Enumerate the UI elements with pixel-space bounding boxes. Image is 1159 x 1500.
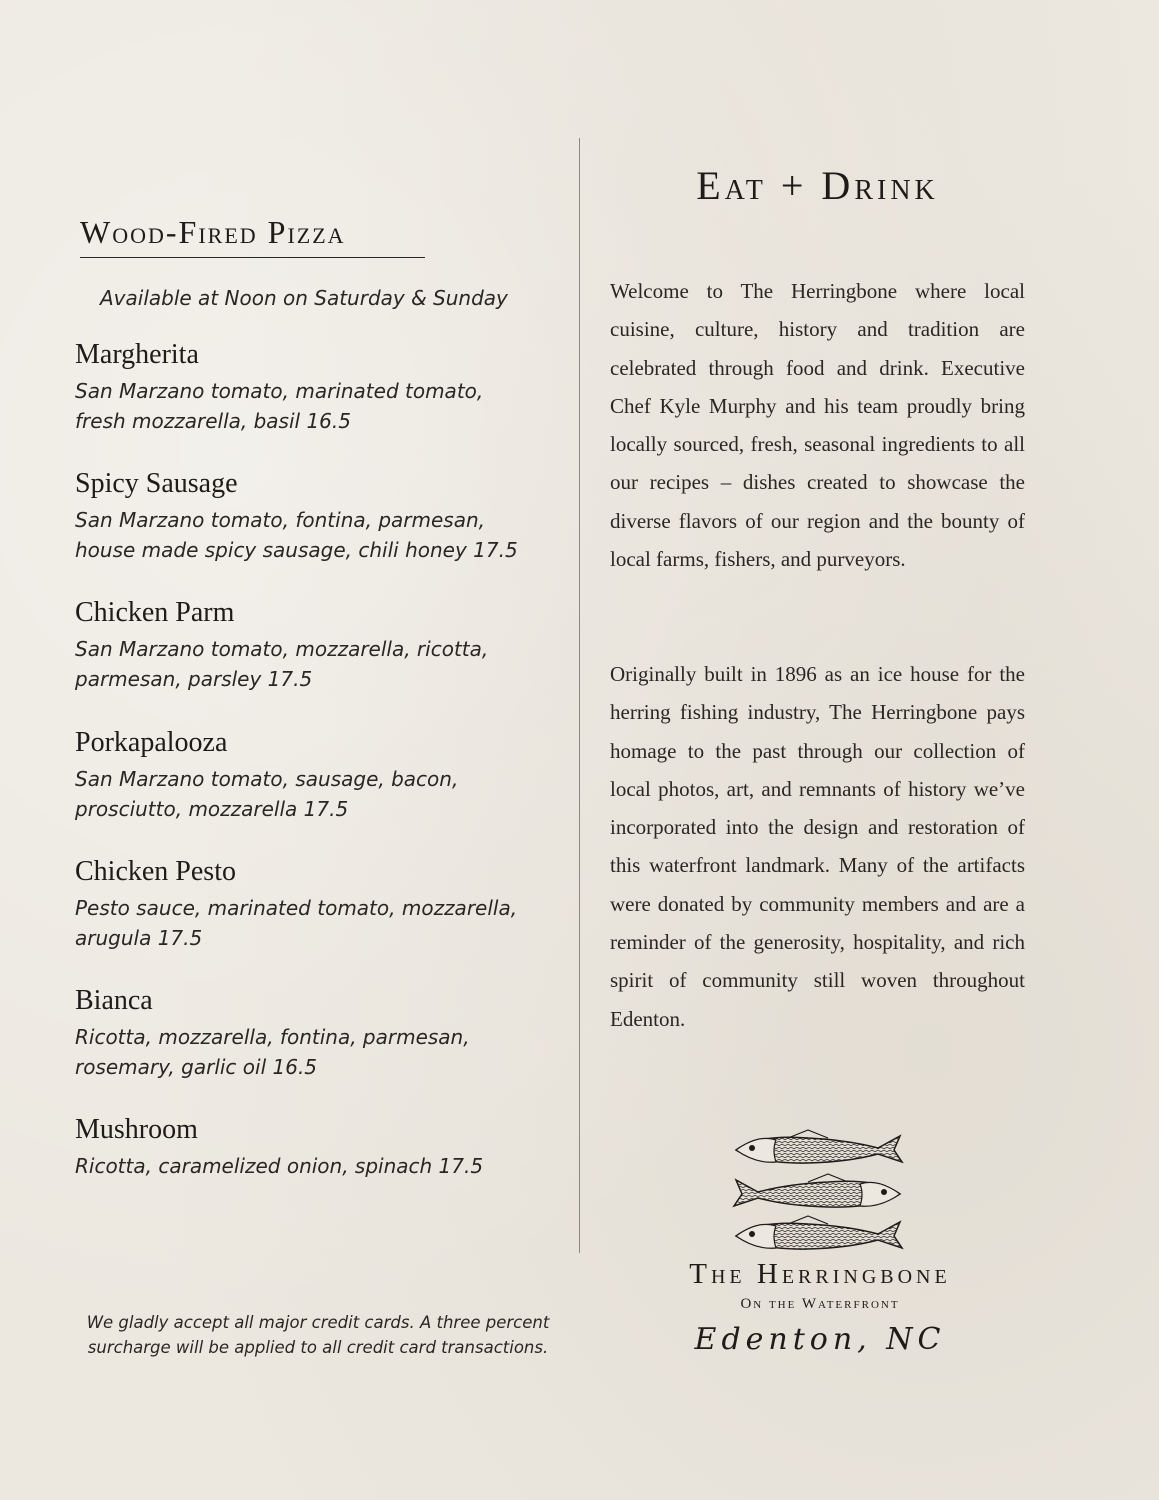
menu-item-name: Mushroom: [75, 1114, 198, 1145]
menu-item-mushroom: [75, 1113, 555, 1181]
brand-location: Edenton, NC: [694, 1322, 946, 1357]
credit-card-note: We gladly accept all major credit cards. A three percent surcharge will be applied to all credit card transactions.: [86, 1313, 550, 1357]
pizza-availability-note: Available at Noon on Saturday & Sunday: [100, 286, 508, 310]
menu-item-name: Chicken Pesto: [75, 856, 236, 887]
herring-fish-logo-icon: [728, 1128, 908, 1258]
intro-paragraph-2: Originally built in 1896 as an ice house for the herring fishing industry, The Herringbone pays homage to the past through our collection of local photos, art, and remnants of history we’ve incorporated into the design and restoration of this waterfront landmark. Many of the artifacts were donated by community members and are a reminder of the generosity, hospitality, and rich spirit of community still woven throughout Edenton.: [610, 662, 1025, 1031]
menu-item-chicken-pesto: [75, 855, 555, 953]
menu-item-margherita: [75, 338, 555, 436]
menu-item-name: Porkapalooza: [75, 727, 228, 758]
menu-item-bianca: [75, 984, 555, 1082]
menu-item-description: San Marzano tomato, sausage, bacon, prosciutto, mozzarella 17.5: [75, 767, 459, 821]
column-divider: [579, 138, 580, 1253]
eat-drink-title: Eat + Drink: [696, 163, 939, 208]
menu-item-description: San Marzano tomato, mozzarella, ricotta, parmesan, parsley 17.5: [75, 637, 489, 691]
menu-item-description: Ricotta, caramelized onion, spinach 17.5: [75, 1154, 484, 1178]
menu-item-name: Chicken Parm: [75, 597, 235, 628]
menu-item-spicy-sausage: [75, 467, 555, 565]
brand-name: The Herringbone: [689, 1258, 951, 1290]
intro-paragraph-1: Welcome to The Herringbone where local cuisine, culture, history and tradition are celebrated through food and drink. Executive Chef Kyle Murphy and his team proudly bring locally sourced, fresh, seasonal ingredients to all our recipes – dishes created to showcase the diverse flavors of our region and the bounty of local farms, fishers, and purveyors.: [610, 279, 1025, 572]
pizza-section-title: Wood-Fired Pizza: [80, 214, 425, 258]
brand-tagline: On the Waterfront: [740, 1296, 900, 1312]
menu-item-description: San Marzano tomato, marinated tomato, fresh mozzarella, basil 16.5: [75, 379, 484, 433]
menu-item-description: Ricotta, mozzarella, fontina, parmesan, rosemary, garlic oil 16.5: [75, 1025, 470, 1079]
menu-item-name: Spicy Sausage: [75, 468, 238, 499]
menu-item-description: Pesto sauce, marinated tomato, mozzarella, arugula 17.5: [75, 896, 518, 950]
menu-item-porkapalooza: [75, 726, 555, 824]
menu-item-chicken-parm: [75, 596, 555, 694]
menu-item-description: San Marzano tomato, fontina, parmesan, house made spicy sausage, chili honey 17.5: [75, 508, 518, 562]
menu-item-name: Margherita: [75, 339, 199, 370]
menu-item-name: Bianca: [75, 985, 153, 1016]
